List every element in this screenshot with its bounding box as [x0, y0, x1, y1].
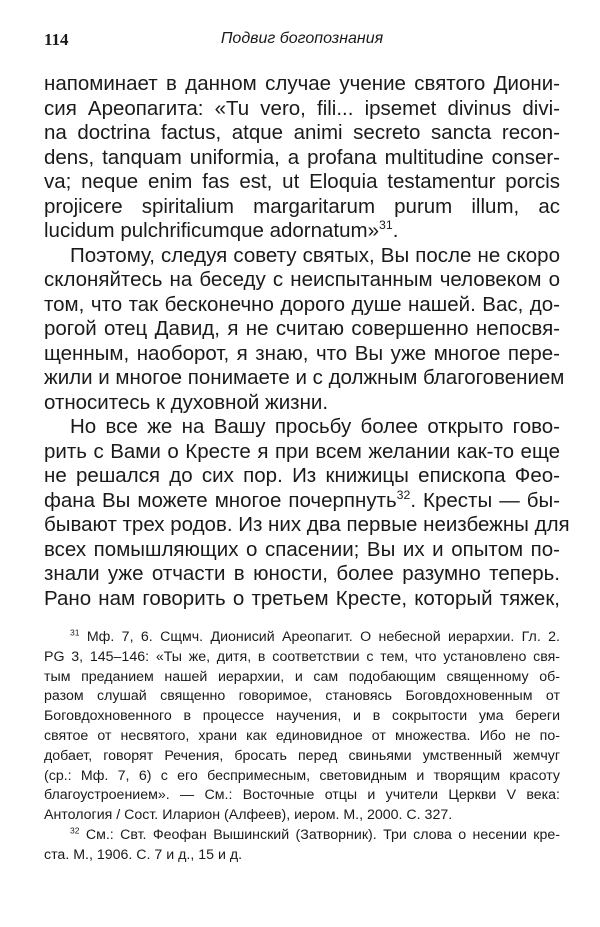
text-line: projicere spiritalium margaritarum purum illum, ac: [44, 194, 560, 218]
paragraph-3: [44, 415, 570, 611]
text-line: относитесь к духовной жизни.: [44, 390, 329, 414]
text-line: рить с Вами о Кресте я при всем желании как-то еще: [44, 439, 560, 463]
text-line: Поэтому, следуя совету святых, Вы после не скоро: [70, 243, 560, 267]
body-text: [44, 72, 570, 611]
text-line: [44, 826, 560, 846]
text-line: Боговдохновенного в процессе научения, и в сокрытости ума береги: [44, 708, 560, 725]
text-line: (ср.: Мф. 7, 6) с его беспримесным, световидным и творящим красоту: [44, 767, 560, 784]
footnote-32: [44, 826, 560, 866]
page-header: [44, 30, 560, 52]
footnote-ref: 31: [379, 218, 393, 233]
paragraph-1: [44, 72, 560, 244]
text-line: Антология / Сост. Иларион (Алфеев), иером. М., 2000. С. 327.: [44, 807, 453, 824]
text-line: склоняйтесь на беседу с неиспытанным человеком о: [44, 268, 560, 291]
text-fragment: .: [392, 219, 399, 242]
text-line: va; neque enim fas est, ut Eloquia testamentur porcis: [44, 170, 560, 193]
text-line: dens, tanquam uniformia, a profana multitudine conser-: [44, 145, 560, 169]
text-line: том, что так бесконечно дорого душе нашей. Вас, до-: [44, 292, 560, 316]
text-line: всех помышляющих о спасении; Вы их и опытом по-: [44, 537, 560, 561]
text-line: жили и многое понимаете и с должным благоговением: [44, 366, 565, 389]
text-line: святое от несвятого, храни как единовидное от множества. Ибо не по-: [44, 727, 560, 744]
footnote-number: 32: [70, 825, 80, 836]
text-line: Но все же на Вашу просьбу более открыто гово-: [70, 415, 560, 438]
page-number: 114: [44, 30, 69, 49]
text-line: тым преданием нашей иерархии, и сам подобающим священному об-: [44, 668, 560, 685]
text-fragment: Мф. 7, 6. Сщмч. Дионисий Ареопагит. О небесной иерархии. Гл. 2.: [86, 629, 560, 645]
text-fragment: См.: Свт. Феофан Вышинский (Затворник). Три слова о несении кре-: [85, 826, 560, 843]
paragraph-2: [44, 243, 565, 416]
text-line: благоустроением». — См.: Восточные отцы и учители Церкви V века:: [44, 787, 560, 804]
text-line: рогой отец Давид, я не считаю совершенно непосвя-: [44, 317, 560, 340]
text-fragment: фана Вы можете многое почерпнуть: [44, 488, 397, 512]
text-fragment: . Кресты — бы-: [410, 488, 561, 512]
text-line: добает, говорят Речения, бросать перед свиньями умственный жемчуг: [44, 747, 560, 764]
text-line: щенным, наоборот, я знаю, что Вы уже многое пере-: [44, 341, 560, 365]
text-line: ста. М., 1906. С. 7 и д., 15 и д.: [44, 846, 243, 863]
text-line: разом слушай священно говоримое, становясь Боговдохновенным от: [44, 688, 560, 705]
text-line: напоминает в данном случае учение святого Диони-: [44, 72, 560, 95]
footnote-31: [44, 628, 560, 826]
text-line: бывают трех родов. Из них два первые неизбежны для: [44, 513, 570, 536]
text-line: [44, 628, 560, 648]
text-line: [44, 219, 560, 244]
footnote-number: 31: [70, 627, 80, 638]
text-line: [44, 489, 560, 514]
text-line: сия Ареопагита: «Tu vero, fili... ipsemet divinus divi-: [44, 96, 560, 120]
text-line: не решался до сих пор. Из книжицы епископа Фео-: [44, 464, 560, 487]
footnote-ref: 32: [396, 487, 411, 502]
text-line: знали уже отчасти в юности, более разумно теперь.: [44, 562, 560, 585]
text-line: PG 3, 145–146: «Ты же, дитя, в соответствии с тем, что установлено свя-: [44, 648, 560, 665]
running-title: Подвиг богопознания: [220, 30, 384, 47]
text-line: na doctrina factus, atque animi secreto sancta recon-: [44, 121, 560, 144]
text-line: Рано нам говорить о третьем Кресте, который тяжек,: [44, 586, 560, 610]
footnotes: [44, 628, 560, 866]
text-fragment: lucidum pulchrificumque adornatum»: [44, 219, 380, 242]
